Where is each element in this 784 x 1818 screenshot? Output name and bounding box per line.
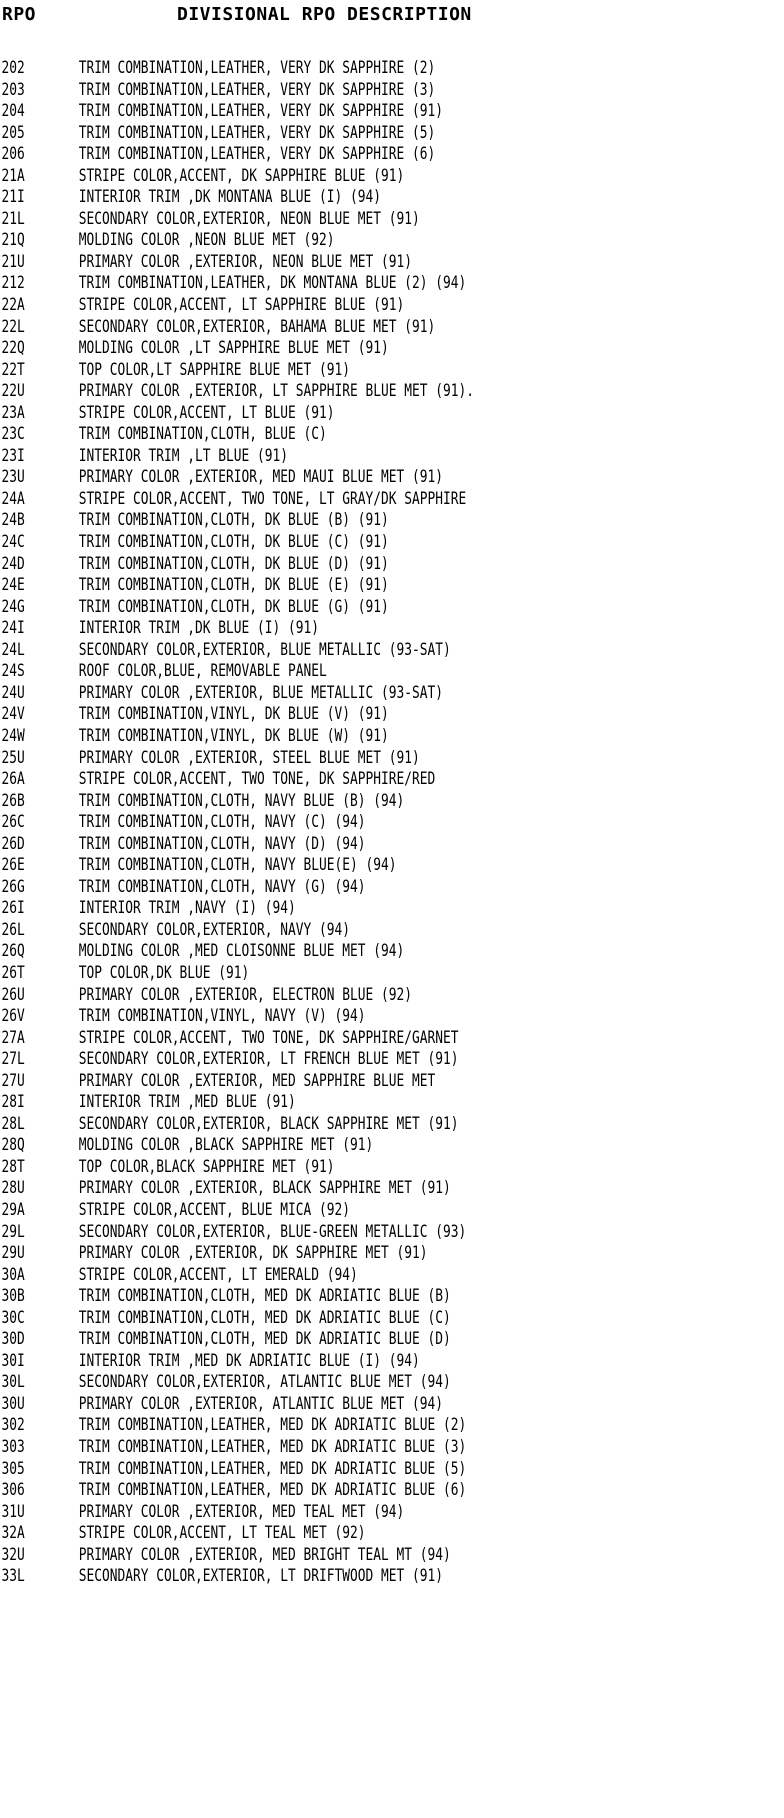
list-item xyxy=(0,488,780,510)
list-item xyxy=(0,531,780,553)
rpo-code: 27U xyxy=(1,1070,25,1090)
rpo-code: 28I xyxy=(1,1092,25,1112)
list-item xyxy=(0,445,780,467)
list-item xyxy=(0,940,780,962)
list-item xyxy=(0,876,780,898)
rpo-code: 30C xyxy=(1,1307,25,1327)
rpo-description: TRIM COMBINATION,CLOTH, NAVY BLUE (B) (94) xyxy=(78,790,405,810)
rpo-description: PRIMARY COLOR ,EXTERIOR, MED MAUI BLUE MET (91) xyxy=(78,467,443,487)
list-item xyxy=(0,402,780,424)
list-item xyxy=(0,466,780,488)
rpo-code: 203 xyxy=(1,79,25,99)
list-item xyxy=(0,423,780,445)
list-item xyxy=(0,919,780,941)
list-item xyxy=(0,553,780,575)
list-item xyxy=(0,143,780,165)
list-item xyxy=(0,380,780,402)
rpo-code: 24U xyxy=(1,682,25,702)
list-item xyxy=(0,1436,780,1458)
rpo-description: TRIM COMBINATION,CLOTH, NAVY (D) (94) xyxy=(78,833,366,853)
rpo-code: 30U xyxy=(1,1393,25,1413)
rpo-description: TRIM COMBINATION,CLOTH, DK BLUE (G) (91) xyxy=(78,596,389,616)
rpo-code: 21I xyxy=(1,187,25,207)
rpo-description: TRIM COMBINATION,LEATHER, MED DK ADRIATIC BLUE (3) xyxy=(78,1437,467,1456)
rpo-description: TRIM COMBINATION,LEATHER, VERY DK SAPPHIRE (91) xyxy=(78,101,443,121)
rpo-code: 24V xyxy=(1,704,25,724)
rpo-description: INTERIOR TRIM ,MED DK ADRIATIC BLUE (I) (94) xyxy=(78,1350,420,1370)
list-item xyxy=(0,1501,780,1523)
rpo-description: TRIM COMBINATION,VINYL, NAVY (V) (94) xyxy=(78,1006,366,1026)
rpo-code: 26T xyxy=(1,962,25,982)
rpo-description: STRIPE COLOR,ACCENT, DK SAPPHIRE BLUE (91) xyxy=(78,165,405,185)
list-item xyxy=(0,1091,780,1113)
rpo-description: INTERIOR TRIM ,DK BLUE (I) (91) xyxy=(78,618,319,638)
rpo-description: TRIM COMBINATION,CLOTH, MED DK ADRIATIC BLUE (B) xyxy=(78,1286,451,1306)
rpo-code: 22L xyxy=(1,316,25,336)
list-item xyxy=(0,165,780,187)
list-item xyxy=(0,294,780,316)
rpo-code: 24I xyxy=(1,618,25,638)
rpo-description: TRIM COMBINATION,CLOTH, NAVY BLUE(E) (94) xyxy=(78,855,397,875)
list-item xyxy=(0,1544,780,1566)
rpo-code: 26V xyxy=(1,1006,25,1026)
list-item xyxy=(0,100,780,122)
list-item xyxy=(0,984,780,1006)
list-item xyxy=(0,1565,780,1587)
rpo-description: PRIMARY COLOR ,EXTERIOR, DK SAPPHIRE MET (91) xyxy=(78,1243,428,1263)
rpo-code: 21A xyxy=(1,165,25,185)
rpo-code: 28L xyxy=(1,1113,25,1133)
rpo-description: STRIPE COLOR,ACCENT, LT EMERALD (94) xyxy=(78,1264,358,1284)
rpo-description: TRIM COMBINATION,VINYL, DK BLUE (W) (91) xyxy=(78,725,389,745)
list-item xyxy=(0,617,780,639)
rpo-description: STRIPE COLOR,ACCENT, TWO TONE, LT GRAY/DK SAPPHIRE xyxy=(78,488,467,508)
list-item xyxy=(0,251,780,273)
list-item xyxy=(0,1070,780,1092)
rpo-code: 30L xyxy=(1,1372,25,1392)
list-item xyxy=(0,57,780,79)
rpo-code: 26I xyxy=(1,898,25,918)
list-item xyxy=(0,1458,780,1480)
rpo-code: 212 xyxy=(1,273,25,293)
rpo-description: SECONDARY COLOR,EXTERIOR, BLUE-GREEN METALLIC (93) xyxy=(78,1221,467,1241)
rpo-code: 29A xyxy=(1,1199,25,1219)
rpo-description: SECONDARY COLOR,EXTERIOR, NAVY (94) xyxy=(78,919,350,939)
list-item xyxy=(0,1113,780,1135)
rpo-code: 30D xyxy=(1,1329,25,1349)
list-item xyxy=(0,747,780,769)
rpo-description: TRIM COMBINATION,LEATHER, VERY DK SAPPHIRE (6) xyxy=(78,144,436,164)
rpo-code: 305 xyxy=(1,1458,25,1478)
rpo-code: 26U xyxy=(1,984,25,1004)
list-item xyxy=(0,854,780,876)
rpo-code: 21L xyxy=(1,208,25,228)
rpo-description: TRIM COMBINATION,CLOTH, MED DK ADRIATIC BLUE (D) xyxy=(78,1329,451,1349)
rpo-code: 302 xyxy=(1,1415,25,1435)
list-item xyxy=(0,790,780,812)
rpo-description: TRIM COMBINATION,VINYL, DK BLUE (V) (91) xyxy=(78,704,389,724)
list-item xyxy=(0,768,780,790)
rpo-description: TRIM COMBINATION,LEATHER, MED DK ADRIATIC BLUE (6) xyxy=(78,1480,467,1500)
rpo-code: 29U xyxy=(1,1243,25,1263)
rpo-description: INTERIOR TRIM ,DK MONTANA BLUE (I) (94) xyxy=(78,187,381,207)
rpo-code: 23C xyxy=(1,424,25,444)
rpo-description: TRIM COMBINATION,LEATHER, DK MONTANA BLUE (2) (94) xyxy=(78,273,467,293)
rpo-code: 30A xyxy=(1,1264,25,1284)
list-item xyxy=(0,1414,780,1436)
rpo-description: INTERIOR TRIM ,LT BLUE (91) xyxy=(78,445,288,465)
rpo-description: TOP COLOR,BLACK SAPPHIRE MET (91) xyxy=(78,1156,335,1176)
rpo-code: 26L xyxy=(1,919,25,939)
list-item xyxy=(0,725,780,747)
list-item xyxy=(0,660,780,682)
list-item xyxy=(0,1285,780,1307)
rpo-code: 30I xyxy=(1,1350,25,1370)
rpo-description: STRIPE COLOR,ACCENT, TWO TONE, DK SAPPHIRE/RED xyxy=(78,769,436,789)
list-item xyxy=(0,1350,780,1372)
description-column-heading: DIVISIONAL RPO DESCRIPTION xyxy=(177,4,472,25)
rpo-code: 31U xyxy=(1,1501,25,1521)
list-item xyxy=(0,811,780,833)
list-item xyxy=(0,122,780,144)
rpo-code: 206 xyxy=(1,144,25,164)
list-item xyxy=(0,509,780,531)
rpo-code: 26G xyxy=(1,876,25,896)
rpo-description: PRIMARY COLOR ,EXTERIOR, BLUE METALLIC (93-SAT) xyxy=(78,682,443,702)
rpo-description: SECONDARY COLOR,EXTERIOR, ATLANTIC BLUE MET (94) xyxy=(78,1372,451,1392)
rpo-code: 21U xyxy=(1,251,25,271)
rpo-code: 24G xyxy=(1,596,25,616)
rpo-description: SECONDARY COLOR,EXTERIOR, LT FRENCH BLUE MET (91) xyxy=(78,1049,459,1069)
list-item xyxy=(0,962,780,984)
rpo-description: SECONDARY COLOR,EXTERIOR, NEON BLUE MET (91) xyxy=(78,208,420,228)
list-item xyxy=(0,1156,780,1178)
rpo-description: PRIMARY COLOR ,EXTERIOR, STEEL BLUE MET (91) xyxy=(78,747,420,767)
list-item xyxy=(0,1199,780,1221)
rpo-description: TRIM COMBINATION,CLOTH, NAVY (G) (94) xyxy=(78,876,366,896)
rpo-description: SECONDARY COLOR,EXTERIOR, LT DRIFTWOOD MET (91) xyxy=(78,1566,443,1586)
list-item xyxy=(0,359,780,381)
list-item xyxy=(0,1177,780,1199)
rpo-code: 22U xyxy=(1,381,25,401)
list-item xyxy=(0,1328,780,1350)
rpo-description: SECONDARY COLOR,EXTERIOR, BLUE METALLIC (93-SAT) xyxy=(78,639,451,659)
list-item xyxy=(0,1264,780,1286)
rpo-code: 27A xyxy=(1,1027,25,1047)
rpo-description: SECONDARY COLOR,EXTERIOR, BAHAMA BLUE MET (91) xyxy=(78,316,436,336)
list-item xyxy=(0,833,780,855)
column-header xyxy=(2,4,782,28)
rpo-code-list xyxy=(0,57,784,1587)
rpo-description: MOLDING COLOR ,NEON BLUE MET (92) xyxy=(78,230,335,250)
rpo-code: 306 xyxy=(1,1480,25,1500)
rpo-description: STRIPE COLOR,ACCENT, LT TEAL MET (92) xyxy=(78,1523,366,1543)
list-item xyxy=(0,337,780,359)
rpo-description: SECONDARY COLOR,EXTERIOR, BLACK SAPPHIRE MET (91) xyxy=(78,1113,459,1133)
list-item xyxy=(0,1048,780,1070)
rpo-description: MOLDING COLOR ,MED CLOISONNE BLUE MET (94) xyxy=(78,941,405,961)
rpo-description: TRIM COMBINATION,LEATHER, VERY DK SAPPHIRE (2) xyxy=(78,58,436,77)
list-item xyxy=(0,574,780,596)
rpo-code: 24A xyxy=(1,488,25,508)
rpo-code: 32U xyxy=(1,1544,25,1564)
rpo-description: TRIM COMBINATION,CLOTH, DK BLUE (D) (91) xyxy=(78,553,389,573)
rpo-description: TRIM COMBINATION,LEATHER, MED DK ADRIATIC BLUE (2) xyxy=(78,1415,467,1435)
list-item xyxy=(0,1134,780,1156)
rpo-code: 30B xyxy=(1,1286,25,1306)
rpo-description: TRIM COMBINATION,CLOTH, DK BLUE (B) (91) xyxy=(78,510,389,530)
list-item xyxy=(0,1005,780,1027)
rpo-code: 26B xyxy=(1,790,25,810)
rpo-code: 22A xyxy=(1,295,25,315)
rpo-description: TRIM COMBINATION,CLOTH, BLUE (C) xyxy=(78,424,327,444)
rpo-description: INTERIOR TRIM ,MED BLUE (91) xyxy=(78,1092,296,1112)
list-item xyxy=(0,703,780,725)
rpo-description: PRIMARY COLOR ,EXTERIOR, LT SAPPHIRE BLUE MET (91). xyxy=(78,381,474,401)
rpo-description: STRIPE COLOR,ACCENT, TWO TONE, DK SAPPHIRE/GARNET xyxy=(78,1027,459,1047)
rpo-code: 24W xyxy=(1,725,25,745)
rpo-description: PRIMARY COLOR ,EXTERIOR, NEON BLUE MET (91) xyxy=(78,251,412,271)
rpo-description: PRIMARY COLOR ,EXTERIOR, BLACK SAPPHIRE MET (91) xyxy=(78,1178,451,1198)
rpo-description: MOLDING COLOR ,BLACK SAPPHIRE MET (91) xyxy=(78,1135,374,1155)
list-item xyxy=(0,1371,780,1393)
rpo-code: 24B xyxy=(1,510,25,530)
rpo-code: 26D xyxy=(1,833,25,853)
rpo-description: TOP COLOR,LT SAPPHIRE BLUE MET (91) xyxy=(78,359,350,379)
rpo-description: PRIMARY COLOR ,EXTERIOR, ELECTRON BLUE (92) xyxy=(78,984,412,1004)
rpo-code: 205 xyxy=(1,122,25,142)
rpo-code: 29L xyxy=(1,1221,25,1241)
list-item xyxy=(0,1242,780,1264)
list-item xyxy=(0,229,780,251)
rpo-code: 23I xyxy=(1,445,25,465)
rpo-code: 24S xyxy=(1,661,25,681)
rpo-description: ROOF COLOR,BLUE, REMOVABLE PANEL xyxy=(78,661,327,681)
rpo-column-heading: RPO xyxy=(2,4,37,25)
list-item xyxy=(0,1522,780,1544)
rpo-code: 26C xyxy=(1,812,25,832)
rpo-code: 33L xyxy=(1,1566,25,1586)
rpo-description: TRIM COMBINATION,CLOTH, MED DK ADRIATIC BLUE (C) xyxy=(78,1307,451,1327)
rpo-code: 24L xyxy=(1,639,25,659)
rpo-description: PRIMARY COLOR ,EXTERIOR, ATLANTIC BLUE MET (94) xyxy=(78,1393,443,1413)
rpo-code: 21Q xyxy=(1,230,25,250)
list-item xyxy=(0,682,780,704)
rpo-description: TRIM COMBINATION,CLOTH, DK BLUE (C) (91) xyxy=(78,532,389,552)
rpo-description: TOP COLOR,DK BLUE (91) xyxy=(78,962,250,982)
rpo-code: 24E xyxy=(1,575,25,595)
list-item xyxy=(0,1221,780,1243)
rpo-description: TRIM COMBINATION,CLOTH, NAVY (C) (94) xyxy=(78,812,366,832)
rpo-code: 25U xyxy=(1,747,25,767)
rpo-code: 22T xyxy=(1,359,25,379)
rpo-code: 27L xyxy=(1,1049,25,1069)
rpo-description: TRIM COMBINATION,CLOTH, DK BLUE (E) (91) xyxy=(78,575,389,595)
list-item xyxy=(0,316,780,338)
list-item xyxy=(0,596,780,618)
rpo-description: STRIPE COLOR,ACCENT, LT SAPPHIRE BLUE (91) xyxy=(78,295,405,315)
rpo-code: 202 xyxy=(1,58,25,77)
rpo-code: 24C xyxy=(1,532,25,552)
list-item xyxy=(0,79,780,101)
rpo-code: 204 xyxy=(1,101,25,121)
list-item xyxy=(0,186,780,208)
rpo-description: PRIMARY COLOR ,EXTERIOR, MED SAPPHIRE BLUE MET xyxy=(78,1070,436,1090)
rpo-description: PRIMARY COLOR ,EXTERIOR, MED TEAL MET (94) xyxy=(78,1501,405,1521)
list-item xyxy=(0,1027,780,1049)
rpo-description: TRIM COMBINATION,LEATHER, MED DK ADRIATIC BLUE (5) xyxy=(78,1458,467,1478)
rpo-code: 26E xyxy=(1,855,25,875)
rpo-code: 23A xyxy=(1,402,25,422)
rpo-description: TRIM COMBINATION,LEATHER, VERY DK SAPPHIRE (5) xyxy=(78,122,436,142)
rpo-code: 26A xyxy=(1,769,25,789)
rpo-code: 23U xyxy=(1,467,25,487)
list-item xyxy=(0,639,780,661)
rpo-code: 22Q xyxy=(1,338,25,358)
rpo-code: 32A xyxy=(1,1523,25,1543)
rpo-description: INTERIOR TRIM ,NAVY (I) (94) xyxy=(78,898,296,918)
list-item xyxy=(0,1479,780,1501)
rpo-code: 303 xyxy=(1,1437,25,1456)
list-item xyxy=(0,897,780,919)
rpo-description: MOLDING COLOR ,LT SAPPHIRE BLUE MET (91) xyxy=(78,338,389,358)
rpo-code: 28Q xyxy=(1,1135,25,1155)
rpo-code: 24D xyxy=(1,553,25,573)
rpo-code: 26Q xyxy=(1,941,25,961)
list-item xyxy=(0,272,780,294)
rpo-description: TRIM COMBINATION,LEATHER, VERY DK SAPPHIRE (3) xyxy=(78,79,436,99)
rpo-code: 28T xyxy=(1,1156,25,1176)
list-item xyxy=(0,208,780,230)
rpo-description: STRIPE COLOR,ACCENT, LT BLUE (91) xyxy=(78,402,335,422)
rpo-description: PRIMARY COLOR ,EXTERIOR, MED BRIGHT TEAL MT (94) xyxy=(78,1544,451,1564)
rpo-description: STRIPE COLOR,ACCENT, BLUE MICA (92) xyxy=(78,1199,350,1219)
rpo-code: 28U xyxy=(1,1178,25,1198)
list-item xyxy=(0,1393,780,1415)
list-item xyxy=(0,1307,780,1329)
